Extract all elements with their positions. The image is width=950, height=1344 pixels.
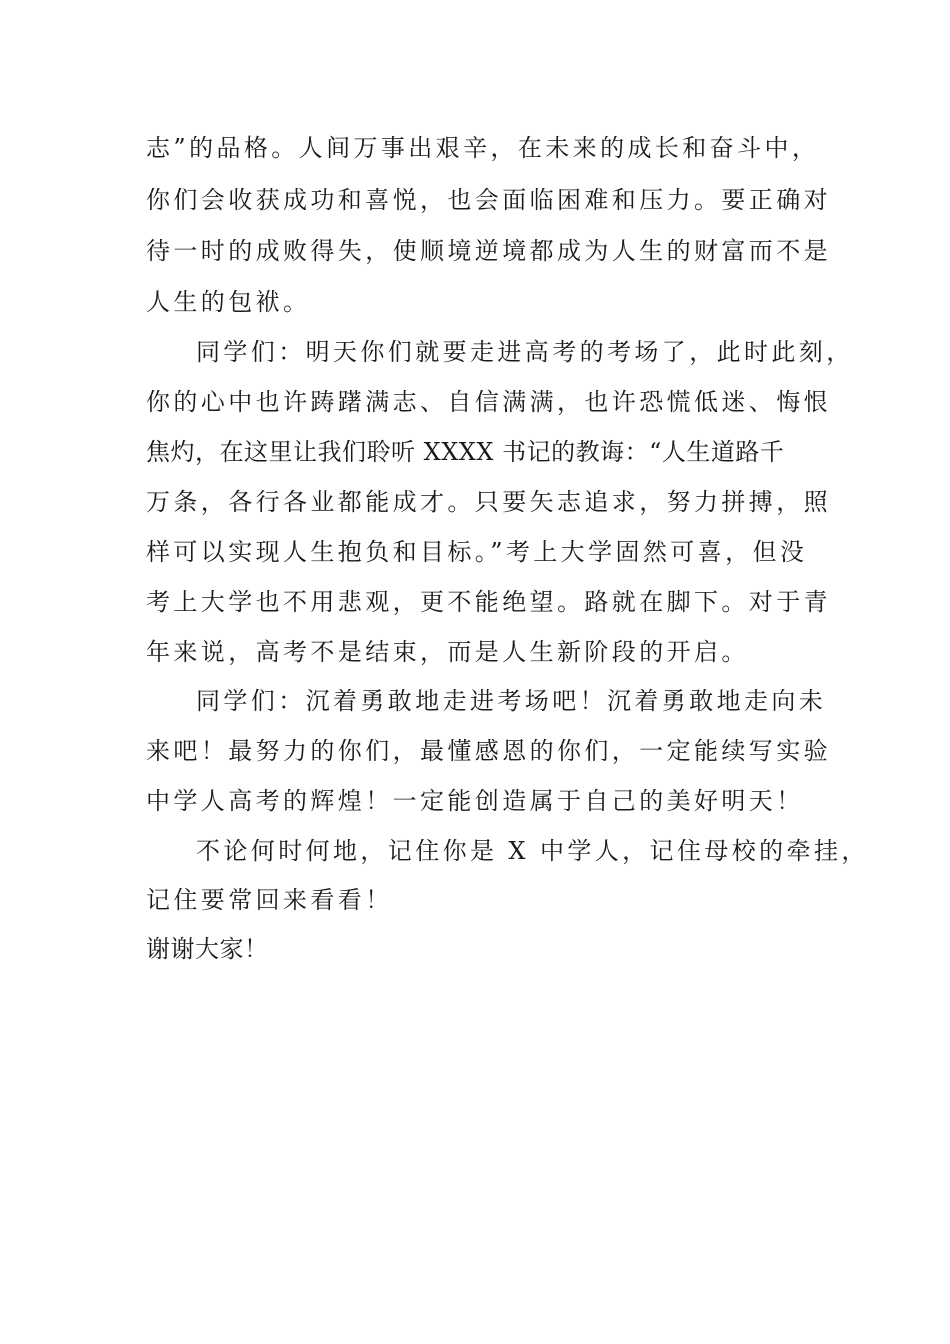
text-line-16: 记住要常回来看看！	[146, 886, 393, 914]
text-line-4: 人生的包袱。	[146, 288, 311, 316]
text-line-11: 年来说，高考不是结束，而是人生新阶段的开启。	[146, 638, 749, 666]
text-line-6: 你的心中也许踌躇满志、自信满满，也许恐慌低迷、悔恨	[146, 388, 831, 416]
text-line-15: 不论何时何地，记住你是 X 中学人，记住母校的牵挂，	[196, 837, 869, 865]
text-line-5: 同学们：明天你们就要走进高考的考场了，此时此刻，	[196, 338, 854, 366]
text-line-13: 来吧！最努力的你们，最懂感恩的你们，一定能续写实验	[146, 737, 831, 765]
closing-line: 谢谢大家！	[146, 935, 269, 963]
text-line-2: 你们会收获成功和喜悦，也会面临困难和压力。要正确对	[146, 186, 831, 214]
text-line-10: 考上大学也不用悲观，更不能绝望。路就在脚下。对于青	[146, 588, 831, 616]
text-line-7: 焦灼，在这里让我们聆听 XXXX 书记的教诲：“人生道路千	[146, 438, 785, 466]
text-line-3: 待一时的成败得失，使顺境逆境都成为人生的财富而不是	[146, 237, 831, 265]
text-line-9: 样可以实现人生抱负和目标。”考上大学固然可喜，但没	[146, 538, 808, 566]
text-line-14: 中学人高考的辉煌！一定能创造属于自己的美好明天！	[146, 787, 804, 815]
text-line-12: 同学们：沉着勇敢地走进考场吧！沉着勇敢地走向未	[196, 687, 827, 715]
text-line-8: 万条，各行各业都能成才。只要矢志追求，努力拼搏，照	[146, 488, 831, 516]
text-line-1: 志”的品格。人间万事出艰辛，在未来的成长和奋斗中，	[146, 134, 820, 162]
